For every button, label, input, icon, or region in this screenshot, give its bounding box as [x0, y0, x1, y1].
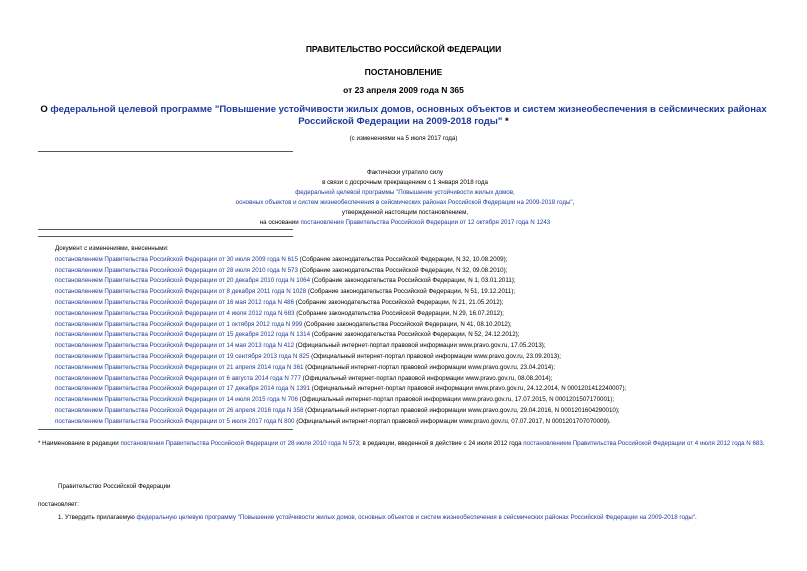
list-item	[55, 320, 626, 331]
title-suffix: *	[502, 116, 509, 127]
amendment-source: (Собрание законодательства Российской Федерации, N 1, 03.01.2011);	[310, 277, 516, 285]
amendment-link[interactable]: постановлением Правительства Российской Федерации от 26 апреля 2016 года N 358	[55, 406, 304, 414]
amendment-link[interactable]: постановлением Правительства Российской Федерации от 15 декабря 2012 года N 1314	[55, 331, 311, 339]
footnote-link[interactable]: постановлением Правительства Российской Федерации от 4 июля 2012 года N 683	[523, 440, 763, 447]
amendment-source: (Официальный интернет-портал правовой информации www.pravo.gov.ru, 29.04.2016, N 0001201604290010);	[303, 406, 620, 414]
document-title	[40, 104, 767, 128]
footnote-divider	[38, 429, 293, 430]
divider	[38, 229, 293, 230]
list-item	[55, 287, 626, 298]
title-prefix: О	[40, 104, 51, 115]
amendment-source: (Официальный интернет-портал правовой информации www.pravo.gov.ru, 24.12.2014, N 0001201412240007);	[310, 385, 627, 393]
amendment-link[interactable]: постановлением Правительства Российской Федерации от 19 сентября 2013 года N 825	[55, 352, 310, 360]
amendment-link[interactable]: постановлением Правительства Российской Федерации от 6 августа 2014 года N 777	[55, 374, 301, 382]
org-name: ПРАВИТЕЛЬСТВО РОССИЙСКОЙ ФЕДЕРАЦИИ	[305, 44, 502, 54]
amendment-link[interactable]: постановлением Правительства Российской Федерации от 21 апреля 2014 года N 361	[55, 363, 304, 371]
amendment-source: (Собрание законодательства Российской Федерации, N 32, 10.08.2009);	[297, 255, 508, 263]
list-item	[55, 341, 626, 352]
amendment-link[interactable]: постановлением Правительства Российской Федерации от 16 мая 2012 года N 486	[55, 298, 295, 306]
lost-force-line: в связи с досрочным прекращением с 1 января 2018 года	[322, 179, 488, 186]
list-item	[55, 266, 626, 277]
item-end: .	[695, 514, 697, 521]
changes-intro: Документ с изменениями, внесенными:	[55, 245, 169, 252]
punctuation: ,	[572, 199, 575, 206]
footnote-end: .	[762, 440, 765, 447]
divider	[38, 236, 293, 237]
amendment-source: (Официальный интернет-портал правовой информации www.pravo.gov.ru, 17.05.2013);	[294, 342, 546, 350]
list-item	[55, 363, 626, 374]
list-item	[55, 374, 626, 385]
program-link[interactable]: федеральную целевую программу "Повышение устойчивости жилых домов, основных объектов и систем жизнеобеспечения в сейсмических районах Российской Федерации на 2009-2018 годы"	[136, 514, 696, 521]
list-item	[55, 330, 626, 341]
amendment-source: (Собрание законодательства Российской Федерации, N 32, 09.08.2010);	[297, 266, 508, 274]
item-prefix: 1. Утвердить прилагаемую	[58, 514, 137, 521]
lost-force-prefix: на основании	[259, 219, 301, 226]
government-name: Правительство Российской Федерации	[58, 483, 171, 490]
lost-force-block	[160, 168, 650, 228]
list-item	[55, 384, 626, 395]
doc-date-number: от 23 апреля 2009 года N 365	[343, 85, 464, 95]
amendment-link[interactable]: постановлением Правительства Российской Федерации от 17 декабря 2014 года N 1391	[55, 385, 311, 393]
title-link[interactable]: федеральной целевой программе "Повышение устойчивости жилых домов, основных объектов и систем жизнеобеспечения в сейсмических районах Российской Федерации на 2009-2018 годы"	[50, 104, 767, 127]
decrees-word: постановляет:	[38, 501, 79, 508]
list-item	[55, 352, 626, 363]
footnote-link[interactable]: постановления Правительства Российской Федерации от 28 июля 2010 года N 573	[120, 440, 360, 447]
amendment-source: (Собрание законодательства Российской Федерации, N 51, 19.12.2011);	[306, 288, 516, 296]
divider	[38, 151, 293, 152]
decree-item	[38, 513, 773, 523]
footnote-mid: ; в редакции, введенной в действие с 24 июля 2012 года	[359, 440, 524, 447]
program-link[interactable]: основных объектов и систем жизнеобеспечения в сейсмических районах Российской Федерации на 2009-2018 годы"	[235, 199, 573, 206]
list-item	[55, 298, 626, 309]
amendment-link[interactable]: постановлением Правительства Российской Федерации от 30 июля 2009 года N 615	[55, 255, 298, 263]
list-item	[55, 417, 626, 428]
amendment-source: (Собрание законодательства Российской Федерации, N 52, 24.12.2012);	[310, 331, 520, 339]
lost-force-line: Фактически утратило силу	[367, 169, 443, 176]
amendment-source: (Официальный интернет-портал правовой информации www.pravo.gov.ru, 08.08.2014);	[300, 374, 553, 382]
doc-type: ПОСТАНОВЛЕНИЕ	[364, 67, 443, 77]
amendment-link[interactable]: постановлением Правительства Российской Федерации от 8 декабря 2011 года N 1028	[55, 288, 307, 296]
amendment-source: (Собрание законодательства Российской Федерации, N 41, 08.10.2012);	[302, 320, 512, 328]
program-link[interactable]: федеральной целевой программы "Повышение устойчивости жилых домов,	[295, 189, 515, 196]
amendment-link[interactable]: постановлением Правительства Российской Федерации от 28 июля 2010 года N 573	[55, 266, 298, 274]
amendment-source: (Собрание законодательства Российской Федерации, N 21, 21.05.2012);	[294, 298, 504, 306]
footnote-prefix: * Наименование в редакции	[38, 440, 121, 447]
amendment-source: (Официальный интернет-портал правовой информации www.pravo.gov.ru, 17.07.2015, N 0001201507170001);	[297, 396, 615, 404]
amendment-link[interactable]: постановлением Правительства Российской Федерации от 20 декабря 2010 года N 1064	[55, 277, 311, 285]
lost-force-line: утвержденной настоящим постановлением,	[341, 209, 469, 216]
footnote	[38, 439, 773, 449]
amendment-source: (Официальный интернет-портал правовой информации www.pravo.gov.ru, 23.04.2014);	[303, 363, 555, 371]
amendment-source: (Собрание законодательства Российской Федерации, N 29, 16.07.2012);	[294, 309, 504, 317]
list-item	[55, 395, 626, 406]
amendment-source: (Официальный интернет-портал правовой информации www.pravo.gov.ru, 07.07.2017, N 0001201707070009).	[294, 417, 611, 425]
amendment-link[interactable]: постановлением Правительства Российской Федерации от 14 мая 2013 года N 412	[55, 342, 295, 350]
amendment-link[interactable]: постановлением Правительства Российской Федерации от 4 июля 2012 года N 683	[55, 309, 295, 317]
list-item	[55, 276, 626, 287]
list-item	[55, 406, 626, 417]
list-item	[55, 255, 626, 266]
changes-list	[55, 244, 626, 428]
amendment-link[interactable]: постановлением Правительства Российской Федерации от 1 октября 2012 года N 999	[55, 320, 303, 328]
amendment-source: (Официальный интернет-портал правовой информации www.pravo.gov.ru, 23.09.2013);	[309, 352, 561, 360]
basis-decree-link[interactable]: постановления Правительства Российской Федерации от 12 октября 2017 года N 1243	[300, 219, 551, 226]
amendment-link[interactable]: постановлением Правительства Российской Федерации от 5 июля 2017 года N 800	[55, 417, 295, 425]
list-item	[55, 309, 626, 320]
amendment-link[interactable]: постановлением Правительства Российской Федерации от 14 июля 2015 года N 706	[55, 396, 298, 404]
amendment-note: (с изменениями на 5 июля 2017 года)	[349, 135, 458, 142]
